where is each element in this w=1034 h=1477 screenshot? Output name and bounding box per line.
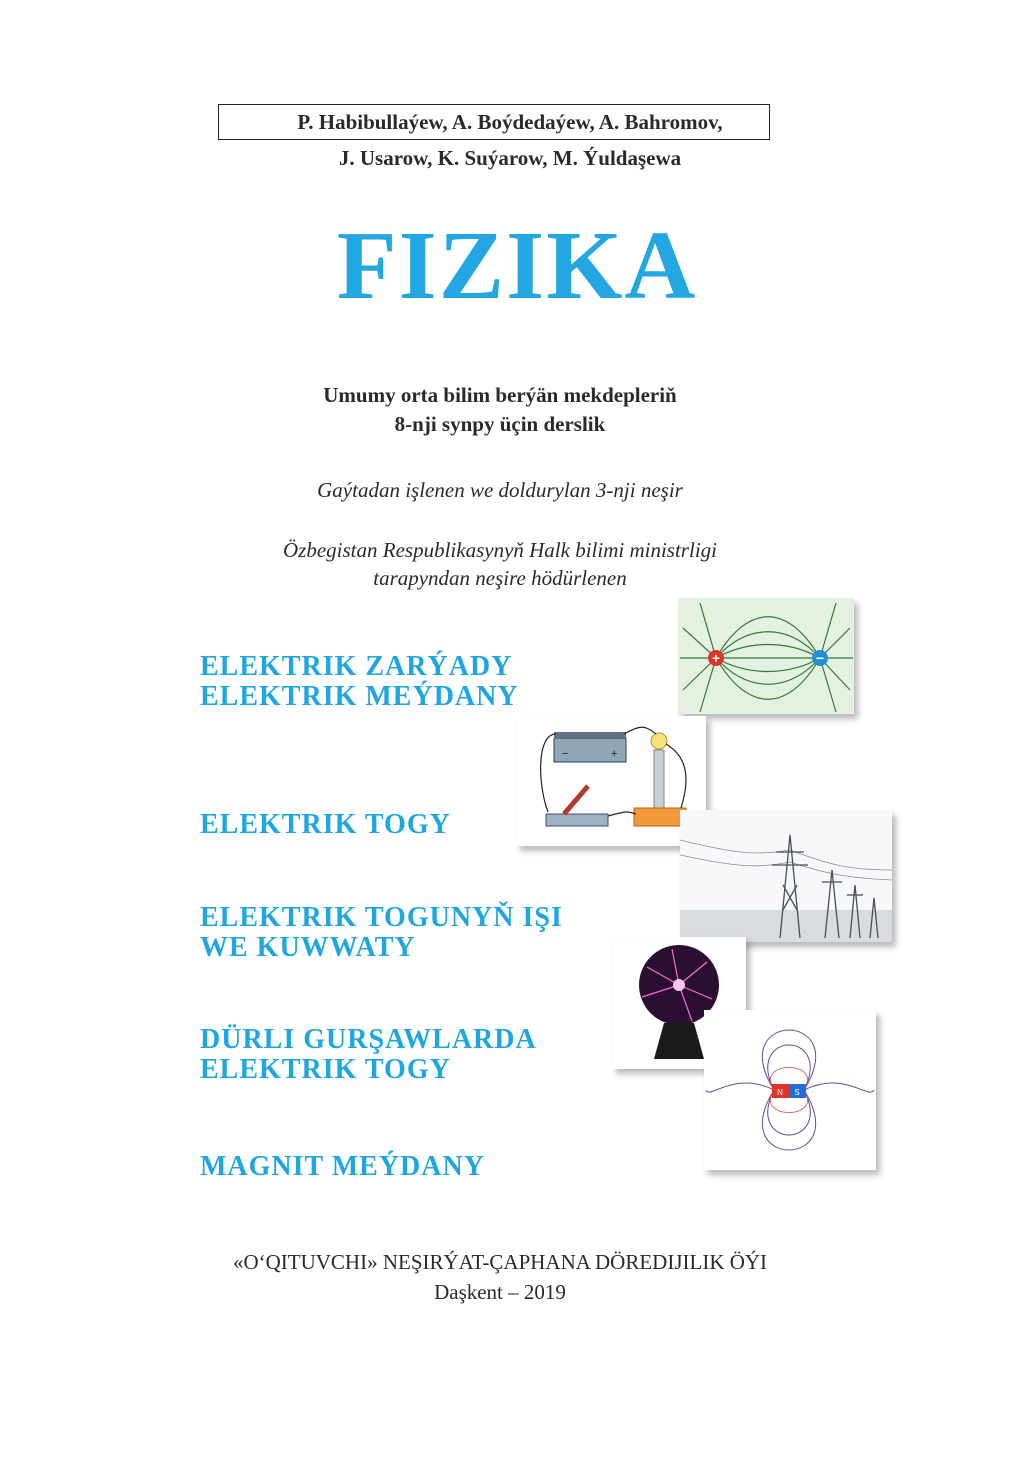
electric-field-illustration [678, 598, 854, 714]
magnet-field-graphic [704, 1010, 876, 1170]
topic-line: ELEKTRIK TOGUNYŇ IŞI [200, 902, 563, 933]
topic-line: ELEKTRIK ZARÝADY [200, 651, 513, 682]
authors-line-1: P. Habibullaýew, A. Boýdedaýew, A. Bahromov, [297, 110, 723, 134]
battery-minus-label: − [562, 748, 569, 760]
subtitle-line-2: 8-nji synpy üçin derslik [394, 412, 606, 436]
magnetic-field-illustration [704, 1010, 876, 1170]
power-lines-illustration [680, 810, 892, 942]
magnet-south-label: S [794, 1088, 800, 1097]
positive-charge-label: + [711, 650, 721, 666]
negative-charge-label: − [815, 650, 825, 666]
topic-line: ELEKTRIK TOGY [200, 809, 451, 840]
publisher: «O‘QITUVCHI» NEŞIRÝAT-ÇAPHANA DÖREDIJILIK ÖÝI [232, 1250, 768, 1274]
circuit-illustration [516, 716, 706, 846]
topic-current-work-power [200, 903, 563, 963]
field-lines-graphic [678, 598, 854, 714]
topic-line: WE KUWWATY [200, 932, 416, 963]
battery-plus-label: + [611, 748, 618, 760]
topic-line: ELEKTRIK MEÝDANY [200, 681, 519, 712]
place-year: Daşkent – 2019 [434, 1280, 566, 1304]
subtitle-line-1: Umumy orta bilim berýän mekdepleriň [323, 383, 677, 407]
approval-line-1: Özbegistan Respublikasynyň Halk bilimi ministrligi [283, 538, 717, 562]
topic-electric-current [200, 810, 451, 840]
topic-line: MAGNIT MEÝDANY [200, 1151, 485, 1182]
circuit-graphic [516, 716, 706, 846]
towers-graphic [680, 810, 892, 942]
approval-line-2: tarapyndan neşire hödürlenen [373, 566, 627, 590]
book-title: FIZIKA [336, 212, 698, 320]
edition-note: Gaýtadan işlenen we doldurylan 3-nji neşir [317, 478, 683, 502]
magnet-north-label: N [777, 1088, 783, 1097]
topic-line: DÜRLI GURŞAWLARDA [200, 1024, 537, 1055]
topic-magnetic-field [200, 1152, 485, 1182]
topic-electric-charge [200, 652, 519, 712]
authors-line-2: J. Usarow, K. Suýarow, M. Ýuldaşewa [338, 146, 682, 170]
topic-line: ELEKTRIK TOGY [200, 1054, 451, 1085]
topic-current-in-media [200, 1025, 537, 1085]
